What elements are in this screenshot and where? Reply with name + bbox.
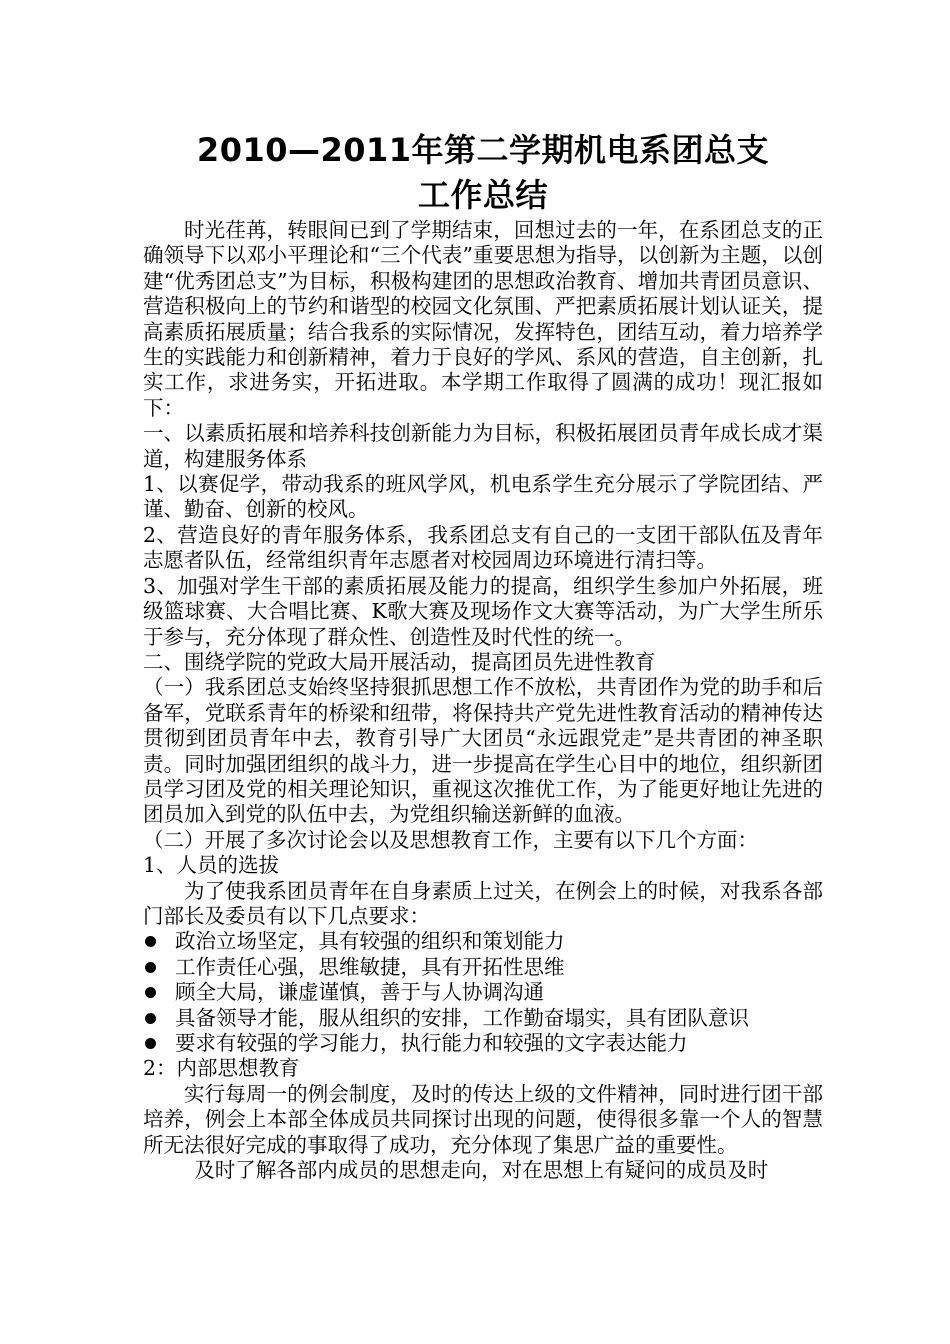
list-item-text: 具备领导才能，服从组织的安排，工作勤奋塌实，具有团队意识 [175, 1005, 749, 1030]
list-item-text: 顾全大局，谦虚谨慎，善于与人协调沟通 [175, 980, 544, 1005]
section-heading-2: 二、围绕学院的党政大局开展活动，提高团员先进性教育 [143, 649, 656, 674]
bullet-icon [145, 962, 156, 973]
section-1-item-3: 3、加强对学生干部的素质拓展及能力的提高，组织学生参加户外拓展，班级篮球赛、大合唱比赛、K歌大赛及现场作文大赛等活动，为广大学生所乐于参与，充分体现了群众性、创造性及时代性的统一。 [143, 573, 823, 649]
document-body [143, 128, 823, 1183]
intro-paragraph: 时光荏苒，转眼间已到了学期结束，回想过去的一年，在系团总支的正确领导下以邓小平理论和“三个代表”重要思想为指导，以创新为主题，以创建“优秀团总支”为目标，积极构建团的思想政治教育、增加共青团员意识、营造积极向上的节约和谐型的校园文化氛围、严把素质拓展计划认证关，提高素质拓展质量；结合我系的实际情况，发挥特色，团结互动，着力培养学生的实践能力和创新精神，着力于良好的学风、系风的营造，自主创新，扎实工作，求进务实，开拓进取。本学期工作取得了圆满的成功！现汇报如下： [143, 218, 823, 420]
meeting-paragraph: 实行每周一的例会制度，及时的传达上级的文件精神，同时进行团干部培养，例会上本部全体成员共同探讨出现的问题，使得很多靠一个人的智慧所无法很好完成的事取得了成功，充分体现了集思广益的重要性。 [143, 1081, 823, 1157]
followup-paragraph: 及时了解各部内成员的思想走向，对在思想上有疑问的成员及时 [194, 1158, 769, 1183]
list-item-text: 工作责任心强，思维敏捷，具有开拓性思维 [175, 954, 565, 979]
list-item-text: 政治立场坚定，具有较强的组织和策划能力 [175, 929, 565, 954]
subsection-heading-2: 2：内部思想教育 [143, 1056, 300, 1081]
section-2-part-1: （一）我系团总支始终坚持狠抓思想工作不放松，共青团作为党的助手和后备军，党联系青年的桥梁和纽带，将保持共产党先进性教育活动的精神传达贯彻到团员青年中去，教育引导广大团员“永远跟党走”是共青团的神圣职责。同时加强团组织的战斗力，进一步提高在学生心目中的地位，组织新团员学习团及党的相关理论知识，重视这次推优工作，为了能更好地让先进的团员加入到党的队伍中去，为党组织输送新鲜的血液。 [143, 675, 823, 827]
bullet-icon [145, 987, 156, 998]
bullet-icon [145, 1013, 156, 1024]
bullet-icon [145, 1038, 156, 1049]
list-item [143, 955, 823, 980]
section-1-item-1: 1、以赛促学，带动我系的班风学风，机电系学生充分展示了学院团结、严谨、勤奋、创新的校风。 [143, 472, 823, 522]
list-item-text: 要求有较强的学习能力，执行能力和较强的文字表达能力 [175, 1031, 688, 1055]
requirements-list [143, 929, 823, 1056]
section-2-part-2: （二）开展了多次讨论会以及思想教育工作，主要有以下几个方面： [143, 827, 758, 852]
selection-paragraph: 为了使我系团员青年在自身素质上过关，在例会上的时候，对我系各部门部长及委员有以下几点要求： [143, 878, 823, 928]
list-item [143, 929, 823, 954]
bullet-icon [145, 936, 156, 947]
subsection-heading-1: 1、人员的选拔 [143, 853, 280, 878]
section-heading-1: 一、以素质拓展和培养科技创新能力为目标，积极拓展团员青年成长成才渠道，构建服务体系 [143, 421, 823, 471]
list-item [143, 1006, 823, 1031]
section-1-item-2: 2、营造良好的青年服务体系，我系团总支有自己的一支团干部队伍及青年志愿者队伍，经常组织青年志愿者对校园周边环境进行清扫等。 [143, 522, 823, 573]
list-item [143, 1031, 823, 1056]
document-title [143, 128, 823, 218]
title-line-2: 工作总结 [417, 176, 548, 214]
title-line-1: 2010—2011年第二学期机电系团总支 [196, 131, 770, 169]
list-item [143, 980, 823, 1005]
